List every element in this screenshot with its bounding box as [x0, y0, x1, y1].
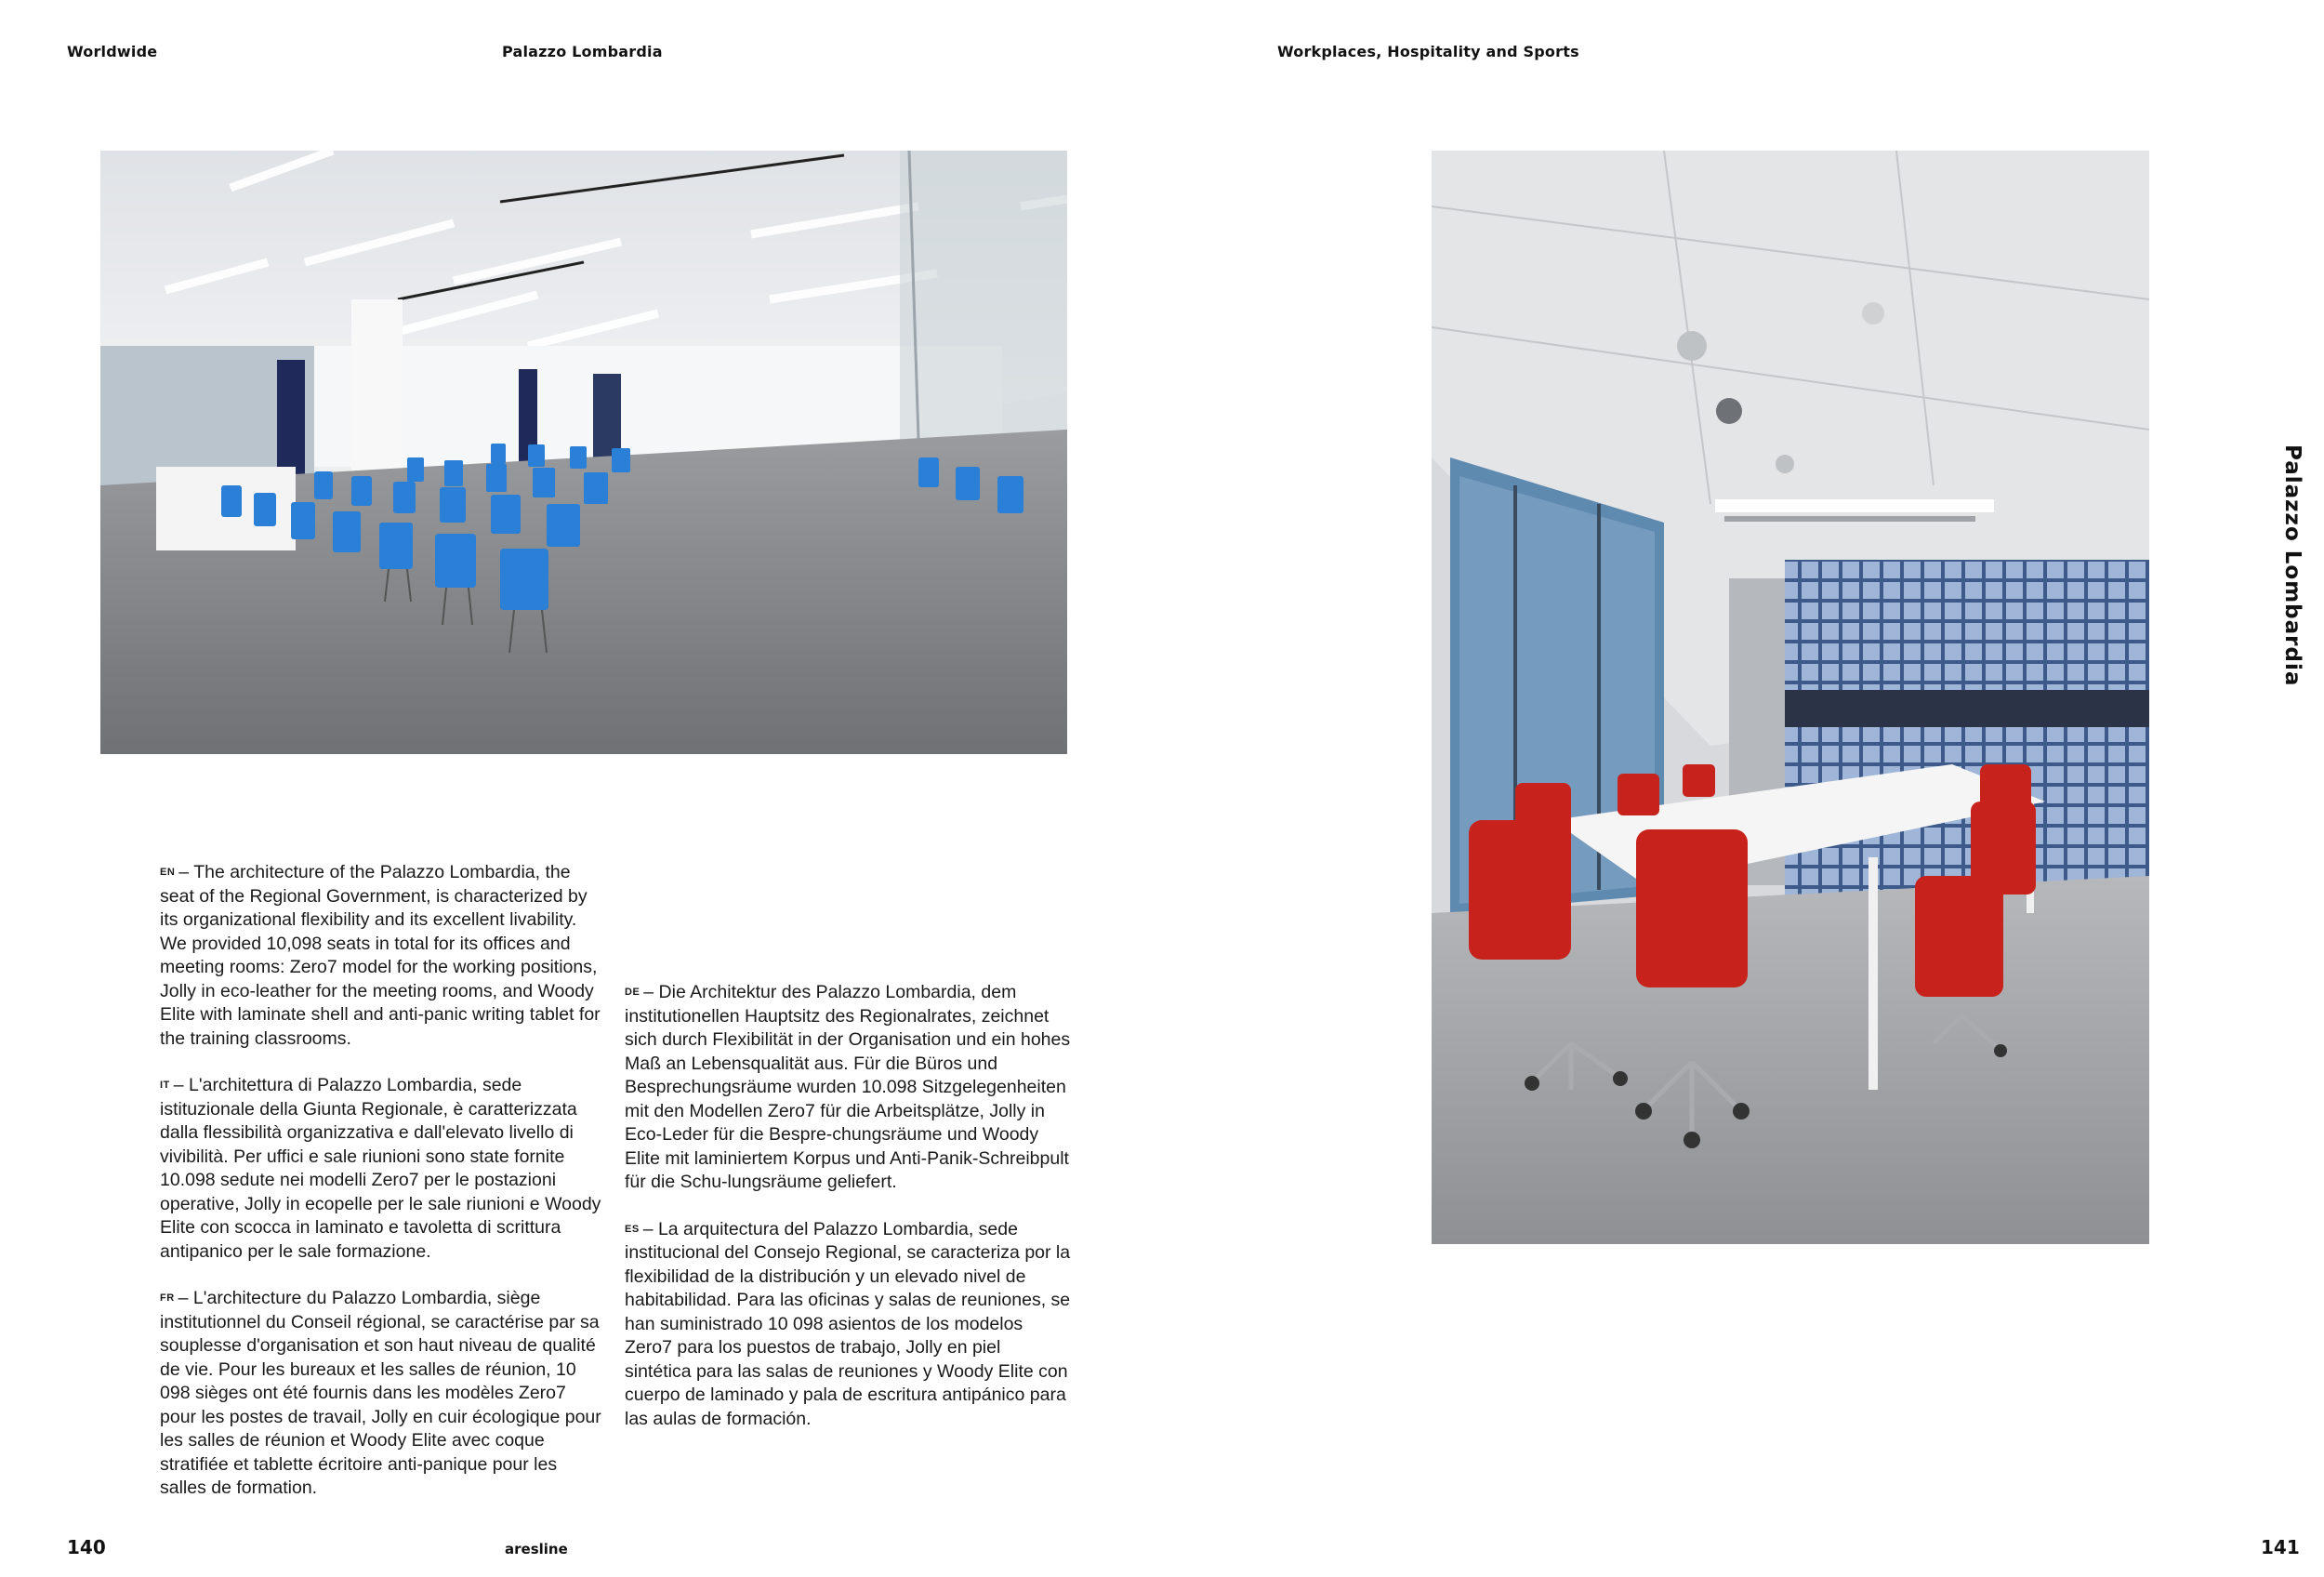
text-column-left [160, 861, 606, 1524]
language-tag-it: IT [160, 1080, 170, 1091]
meeting-room-photo [1432, 151, 2149, 1244]
running-header-category: Workplaces, Hospitality and Sports [1277, 43, 1579, 60]
text-column-right [625, 981, 1071, 1454]
language-tag-fr: FR [160, 1292, 175, 1304]
paragraph-es [625, 1218, 1071, 1432]
language-tag-de: DE [625, 987, 640, 998]
paragraph-de-body: – Die Architektur des Palazzo Lombardia, dem institutionellen Hauptsitz des Regionalrates, zeichnet sich durch Flexibilität in der Organisation und ein hohes Maß an Lebensqualität aus. Für die Büros und Besprechungsräume wurden 10.098 Sitzgelegenheiten mit den Modellen Zero7 für die Arbeitsplätze, Jolly in Eco-Leder für die Bespre-chungsräume und Woody Elite mit laminiertem Korpus und Anti-Panik-Schreibpult für die Schu-lungsräume geliefert. [625, 982, 1071, 1192]
paragraph-fr [160, 1287, 606, 1501]
language-tag-es: ES [625, 1223, 640, 1235]
paragraph-it [160, 1074, 606, 1264]
running-header-project: Palazzo Lombardia [502, 43, 663, 60]
page-number-left: 140 [67, 1536, 106, 1558]
training-room-illustration [100, 151, 1067, 754]
running-header-section: Worldwide [67, 43, 158, 60]
training-room-photo [100, 151, 1067, 754]
side-title: Palazzo Lombardia [2280, 444, 2304, 687]
page-number-right: 141 [2261, 1536, 2300, 1558]
paragraph-it-body: – L'architettura di Palazzo Lombardia, sede istituzionale della Giunta Regionale, è caratterizzata dalla flessibilità organizzativa e dall'elevato livello di vivibilità. Per uffici e sale riunioni sono state fornite 10.098 sedute nei modelli Zero7 per le postazioni operative, Jolly in ecopelle per le sale riunioni e Woody Elite con scocca in laminato e tavoletta di scrittura antipanico per le sale formazione. [160, 1075, 601, 1262]
brand-name: aresline [505, 1541, 568, 1557]
paragraph-en [160, 861, 606, 1051]
paragraph-fr-body: – L'architecture du Palazzo Lombardia, siège institutionnel du Conseil régional, se caractérise par sa souplesse d'organisation et son haut niveau de qualité de vie. Pour les bureaux et les salles de réunion, 10 098 sièges ont été fournis dans les modèles Zero7 pour les postes de travail, Jolly en cuir écologique pour les salles de réunion et Woody Elite avec coque stratifiée et tablette écritoire anti-panique pour les salles de formation. [160, 1288, 601, 1498]
meeting-room-illustration [1432, 151, 2149, 1244]
paragraph-de [625, 981, 1071, 1195]
language-tag-en: EN [160, 867, 176, 878]
paragraph-en-body: – The architecture of the Palazzo Lombardia, the seat of the Regional Government, is characterized by its organizational flexibility and its excellent livability. We provided 10,098 seats in total for its offices and meeting rooms: Zero7 model for the working positions, Jolly in eco-leather for the meeting rooms, and Woody Elite with laminate shell and anti-panic writing tablet for the training classrooms. [160, 862, 601, 1049]
paragraph-es-body: – La arquitectura del Palazzo Lombardia, sede institucional del Consejo Regional, se caracteriza por la flexibilidad de la distribución y un elevado nivel de habitabilidad. Para las oficinas y salas de reuniones, se han suministrado 10 098 asientos de los modelos Zero7 para los puestos de trabajo, Jolly en piel sintética para las salas de reuniones y Woody Elite con cuerpo de laminado y pala de escritura antipánico para las aulas de formación. [625, 1218, 1071, 1429]
